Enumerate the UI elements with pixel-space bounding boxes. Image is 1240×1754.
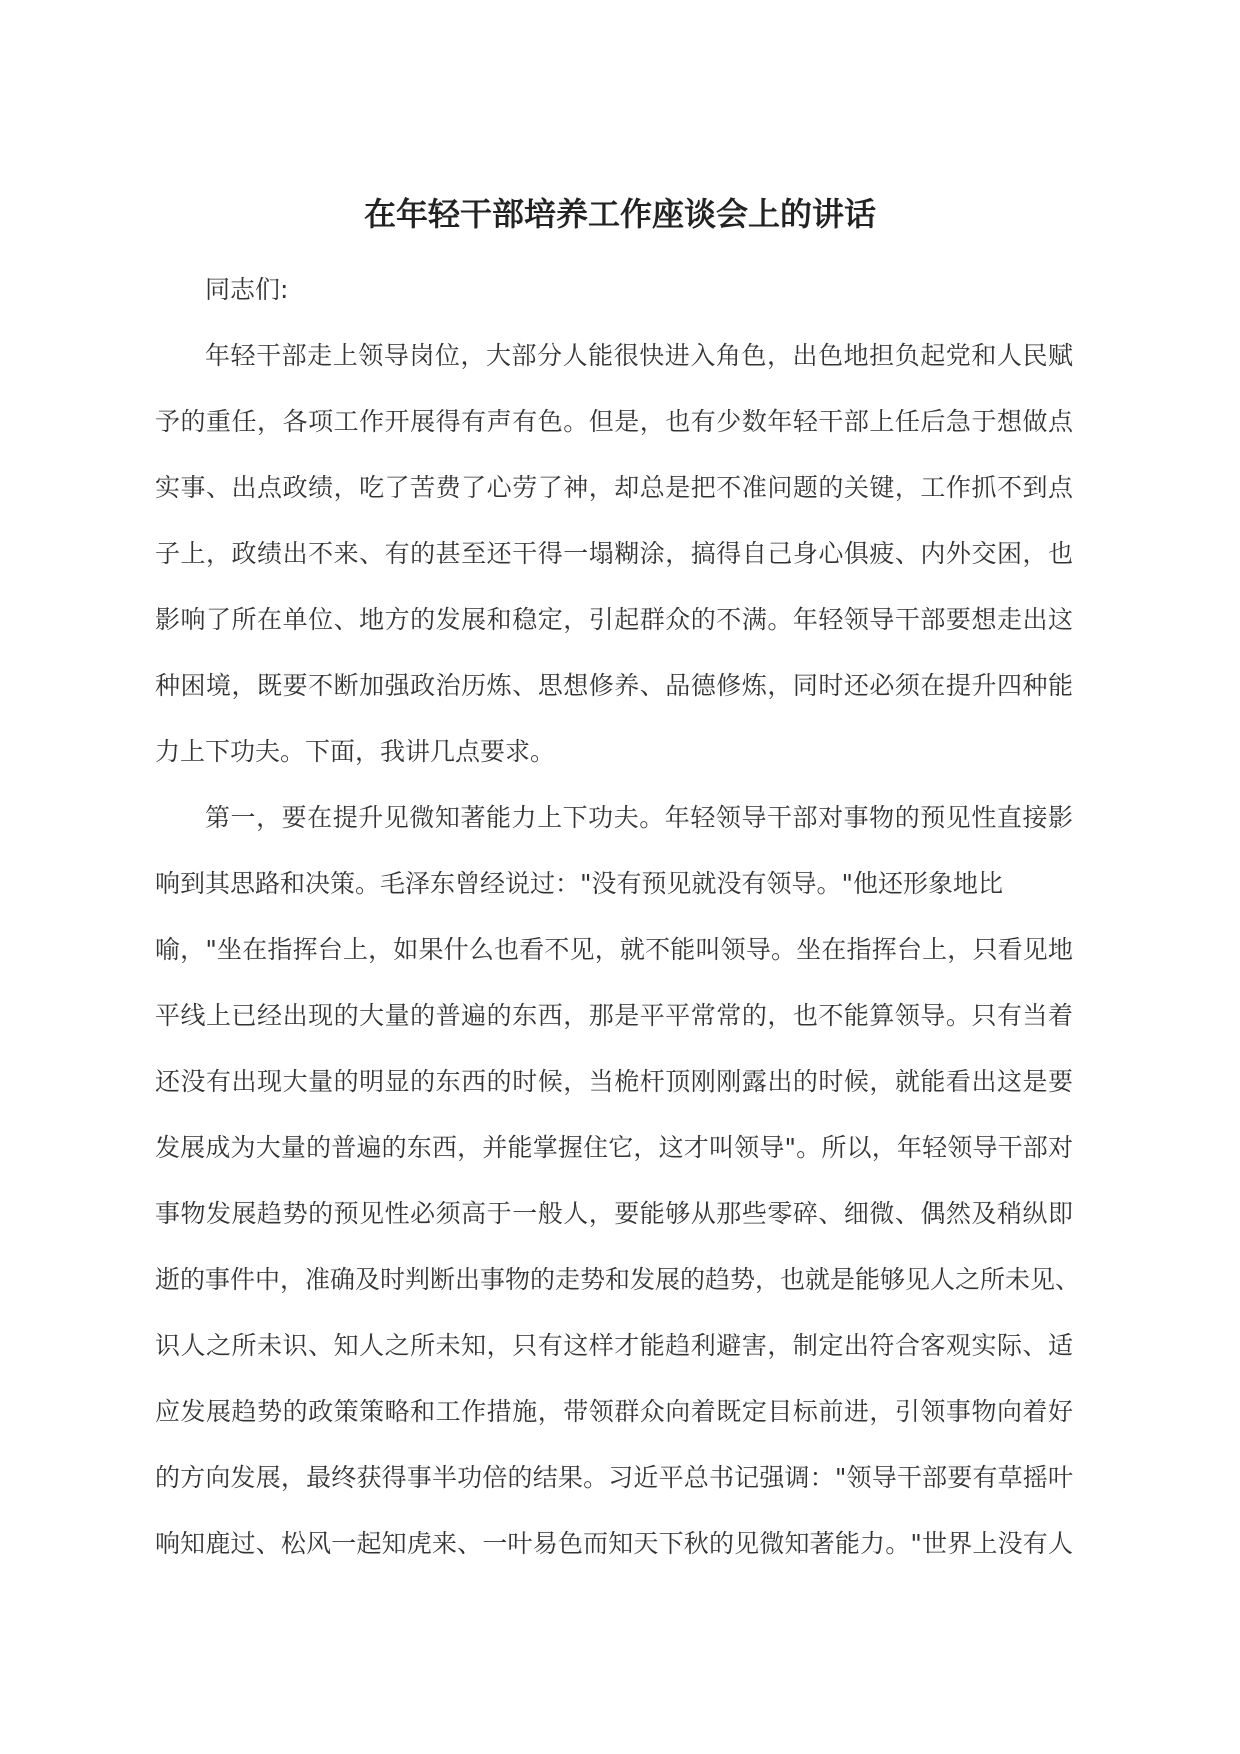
- text-line: 子上，政绩出不来、有的甚至还干得一塌糊涂，搞得自己身心俱疲、内外交困，也: [155, 539, 1073, 568]
- text-line: 识人之所未识、知人之所未知，只有这样才能趋利避害，制定出符合客观实际、适: [155, 1331, 1073, 1360]
- text-line: 力上下功夫。下面，我讲几点要求。: [155, 737, 556, 766]
- text-line: 的方向发展，最终获得事半功倍的结果。习近平总书记强调："领导干部要有草摇叶: [155, 1463, 1073, 1492]
- text-line: 逝的事件中，准确及时判断出事物的走势和发展的趋势，也就是能够见人之所未见、: [155, 1265, 1081, 1294]
- text-line: 实事、出点政绩，吃了苦费了心劳了神，却总是把不准问题的关键，工作抓不到点: [155, 473, 1073, 502]
- text-line: 响到其思路和决策。毛泽东曾经说过："没有预见就没有领导。"他还形象地比: [155, 869, 1004, 898]
- text-line: 应发展趋势的政策策略和工作措施，带领群众向着既定目标前进，引领事物向着好: [155, 1397, 1073, 1426]
- text-line: 种困境，既要不断加强政治历炼、思想修养、品德修炼，同时还必须在提升四种能: [155, 671, 1073, 700]
- text-line: 发展成为大量的普遍的东西，并能掌握住它，这才叫领导"。所以，年轻领导干部对: [155, 1133, 1073, 1162]
- text-line: 平线上已经出现的大量的普遍的东西，那是平平常常的，也不能算领导。只有当着: [155, 1001, 1073, 1030]
- text-line: 影响了所在单位、地方的发展和稳定，引起群众的不满。年轻领导干部要想走出这: [155, 605, 1073, 634]
- document-title: 在年轻干部培养工作座谈会上的讲话: [363, 195, 876, 233]
- text-line: 还没有出现大量的明显的东西的时候，当桅杆顶刚刚露出的时候，就能看出这是要: [155, 1067, 1073, 1096]
- text-line: 喻，"坐在指挥台上，如果什么也看不见，就不能叫领导。坐在指挥台上，只看见地: [155, 935, 1073, 964]
- text-line: 事物发展趋势的预见性必须高于一般人，要能够从那些零碎、细微、偶然及稍纵即: [155, 1199, 1073, 1228]
- text-line: 年轻干部走上领导岗位，大部分人能很快进入角色，出色地担负起党和人民赋: [205, 341, 1073, 370]
- text-line: 同志们:: [205, 275, 289, 304]
- text-line: 予的重任，各项工作开展得有声有色。但是，也有少数年轻干部上任后急于想做点: [155, 407, 1073, 436]
- text-line: 响知鹿过、松风一起知虎来、一叶易色而知天下秋的见微知著能力。"世界上没有人: [155, 1529, 1073, 1558]
- text-line: 第一，要在提升见微知著能力上下功夫。年轻领导干部对事物的预见性直接影: [205, 803, 1073, 832]
- document-body: [155, 257, 1081, 1577]
